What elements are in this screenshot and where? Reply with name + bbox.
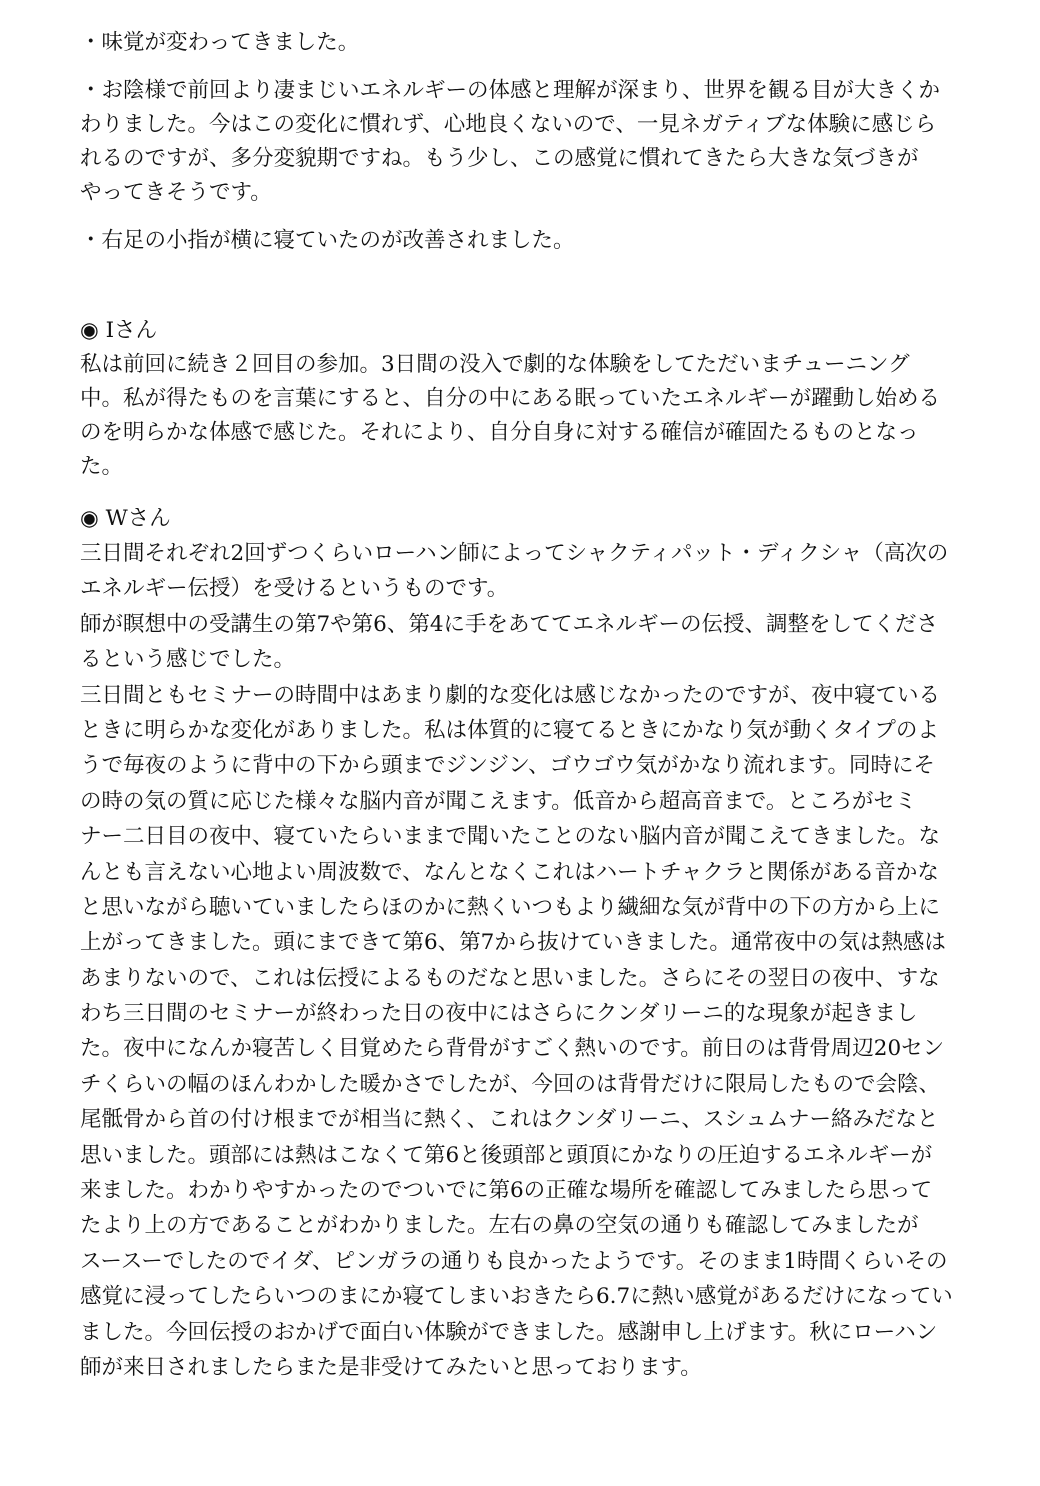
text-line: 私は前回に続き２回目の参加。3日間の没入で劇的な体験をしてただいまチューニング [80, 352, 910, 377]
text-line: 中。私が得たものを言葉にすると、自分の中にある眠っていたエネルギーが躍動し始める [80, 386, 941, 411]
text-line: のを明らかな体感で感じた。それにより、自分自身に対する確信が確固たるものとなっ [80, 420, 919, 445]
text-line: エネルギー伝授）を受けるというものです。 [80, 576, 509, 602]
testimonial-heading: ◉ Wさん [80, 506, 171, 531]
testimonial-body [80, 536, 995, 1385]
text-line: あまりないので、これは伝授によるものだなと思いました。さらにその翌日の夜中、すな [80, 965, 940, 991]
text-line: 感覚に浸ってしたらいつのまにか寝てしまいおきたら6.7に熱い感覚があるだけになってい [80, 1284, 953, 1310]
text-line: ときに明らかな変化がありました。私は体質的に寝てるときにかなり気が動くタイプのよ [80, 717, 939, 743]
feedback-item-toe [80, 224, 995, 258]
text-line: 三日間それぞれ2回ずつくらいローハン師によってシャクティパット・ディクシャ（高次の [80, 541, 949, 566]
text-line: スースーでしたのでイダ、ピンガラの通りも良かったようです。そのまま1時間くらいその [80, 1248, 948, 1274]
testimonial-body [80, 348, 995, 484]
text-line: チくらいの幅のほんわかした暖かさでしたが、今回のは背骨だけに限局したもので会陰、 [80, 1071, 941, 1097]
text-line: 三日間ともセミナーの時間中はあまり劇的な変化は感じなかったのですが、夜中寝ている [80, 682, 941, 708]
text-line: わりました。今はこの変化に慣れず、心地良くないので、一見ネガティブな体験に感じら [80, 112, 937, 137]
text-line: と思いながら聴いていましたらほのかに熱くいつもより繊細な気が背中の下の方から上に [80, 894, 941, 920]
feedback-list [80, 26, 995, 258]
text-line: うで毎夜のように背中の下から頭までジンジン、ゴウゴウ気がかなり流れます。同時にそ [80, 753, 935, 779]
text-line: ナー二日目の夜中、寝ていたらいままで聞いたことのない脳内音が聞こえてきました。な [80, 824, 941, 850]
text-line: ・味覚が変わってきました。 [80, 30, 360, 55]
text-line: ・お陰様で前回より凄まじいエネルギーの体感と理解が深まり、世界を観る目が大きくか [80, 78, 941, 103]
text-line: んとも言えない心地よい周波数で、なんとなくこれはハートチャクラと関係がある音かな [80, 859, 939, 885]
text-line: 思いました。頭部には熱はこなくて第6と後頭部と頭頂にかなりの圧迫するエネルギーが [80, 1142, 933, 1168]
text-line: ・右足の小指が横に寝ていたのが改善されました。 [80, 228, 575, 253]
text-line: た。夜中になんか寝苦しく目覚めたら背骨がすごく熱いのです。前日のは背骨周辺20セン [80, 1036, 945, 1062]
text-line: 師が瞑想中の受講生の第7や第6、第4に手をあててエネルギーの伝授、調整をしてくださ [80, 611, 939, 637]
text-line: たより上の方であることがわかりました。左右の鼻の空気の通りも確認してみましたが [80, 1213, 919, 1239]
testimonial-w [80, 502, 995, 1385]
text-line: るという感じでした。 [80, 647, 296, 673]
document-page [80, 26, 995, 1385]
text-line: の時の気の質に応じた様々な脳内音が聞こえます。低音から超高音まで。ところがセミ [80, 788, 917, 814]
text-line: わち三日間のセミナーが終わった日の夜中にはさらにクンダリーニ的な現象が起きまし [80, 1001, 918, 1027]
text-line: 上がってきました。頭にまできて第6、第7から抜けていきました。通常夜中の気は熱感は [80, 930, 946, 956]
feedback-item-energy [80, 74, 995, 210]
text-line: 尾骶骨から首の付け根までが相当に熱く、これはクンダリーニ、スシュムナー絡みだなと [80, 1107, 939, 1133]
text-line: 来ました。わかりやすかったのでついでに第6の正確な場所を確認してみましたら思って [80, 1178, 933, 1204]
text-line: やってきそうです。 [80, 180, 272, 205]
text-line: 師が来日されましたらまた是非受けてみたいと思っております。 [80, 1354, 702, 1380]
testimonial-heading: ◉ Iさん [80, 318, 158, 343]
text-line: ました。今回伝授のおかげで面白い体験ができました。感謝申し上げます。秋にローハン [80, 1319, 938, 1345]
testimonial-i [80, 314, 995, 484]
text-line: れるのですが、多分変貌期ですね。もう少し、この感覚に慣れてきたら大きな気づきが [80, 146, 919, 171]
feedback-item-taste [80, 26, 995, 60]
text-line: た。 [80, 454, 124, 479]
